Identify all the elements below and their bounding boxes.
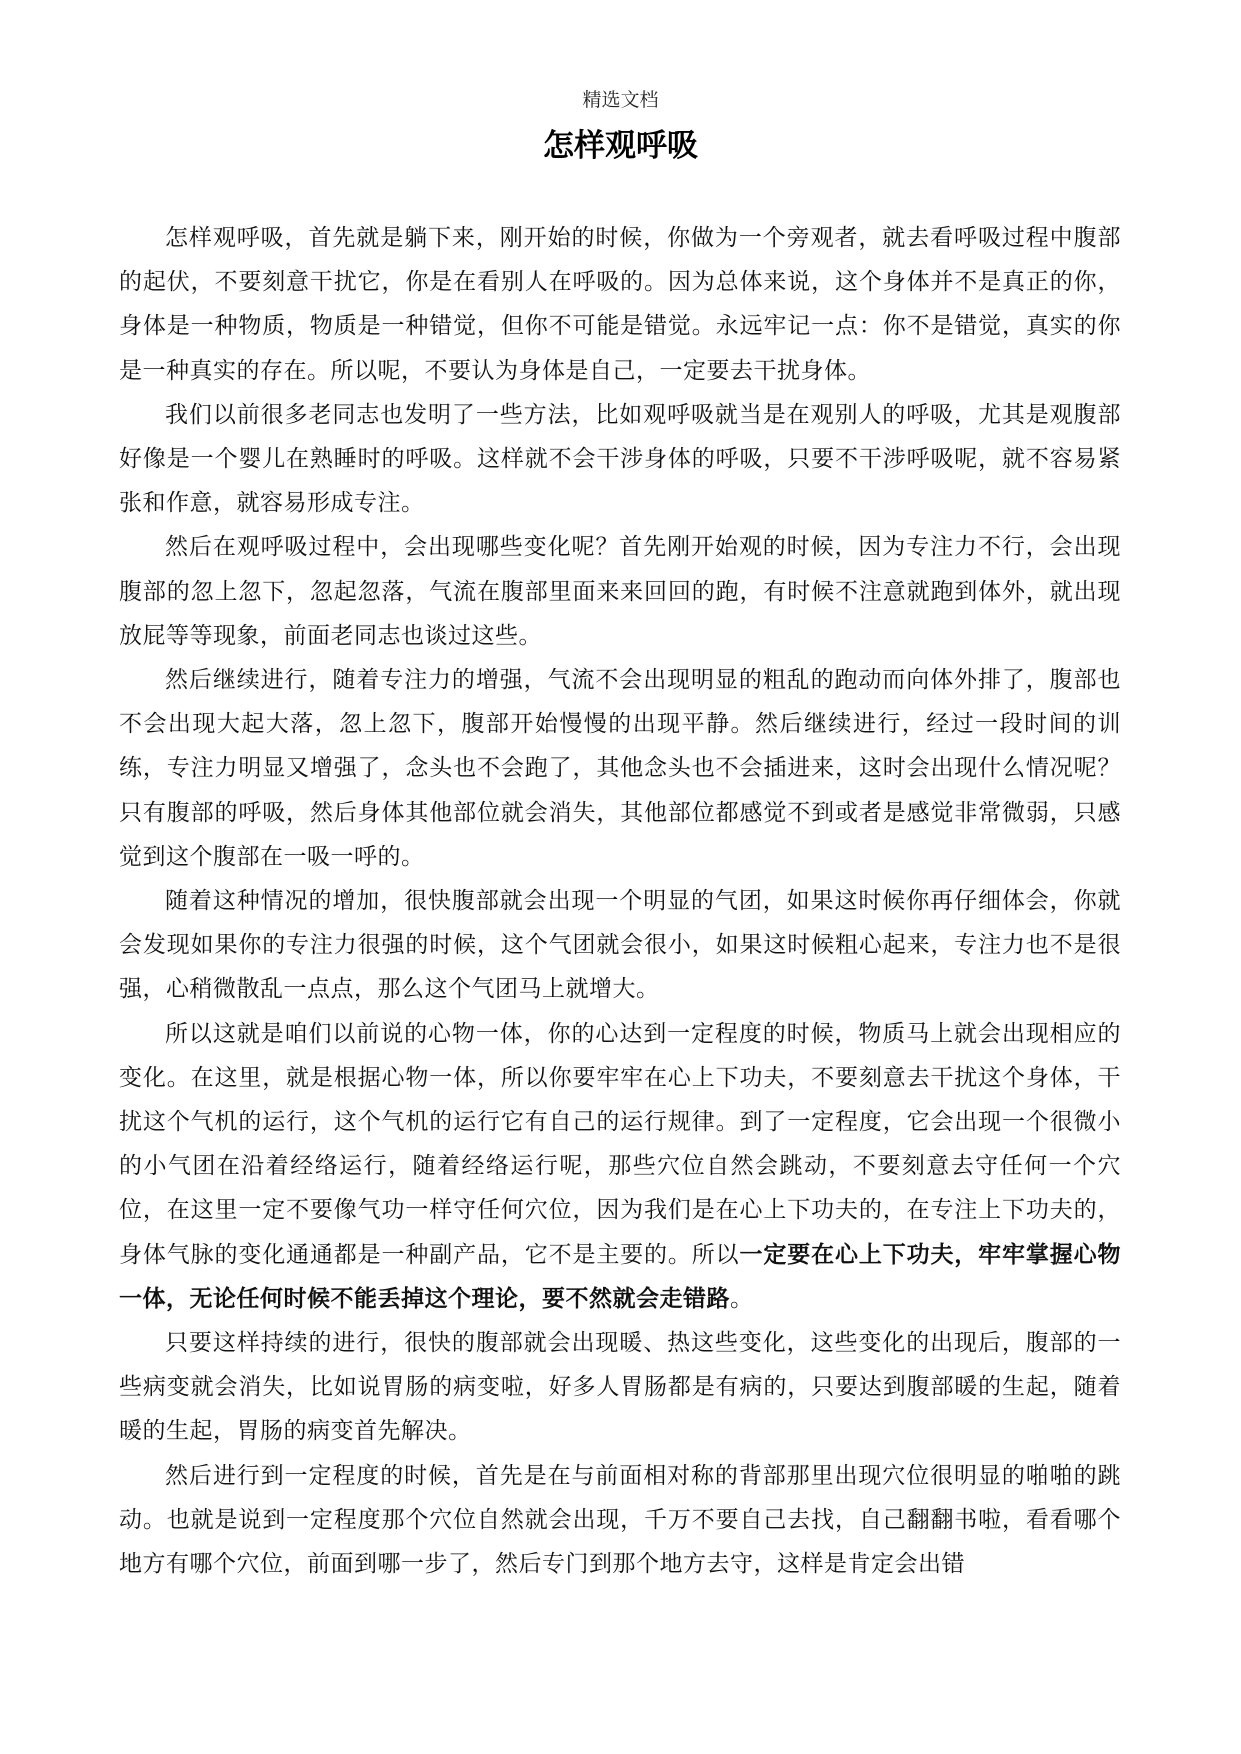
paragraph: 随着这种情况的增加，很快腹部就会出现一个明显的气团，如果这时候你再仔细体会，你就会发现如果你的专注力很强的时候，这个气团就会很小，如果这时候粗心起来，专注力也不是很强，心稍微散乱一点点，那么这个气团马上就增大。 (119, 888, 1121, 1003)
paragraph-end: 。 (730, 1285, 754, 1312)
paragraph: 然后进行到一定程度的时候，首先是在与前面相对称的背部那里出现穴位很明显的啪啪的跳动。也就是说到一定程度那个穴位自然就会出现，千万不要自己去找，自己翻翻书啦，看看哪个地方有哪个穴位，前面到哪一步了，然后专门到那个地方去守，这样是肯定会出错 (119, 1462, 1121, 1578)
paragraph: 怎样观呼吸，首先就是躺下来，刚开始的时候，你做为一个旁观者，就去看呼吸过程中腹部的起伏，不要刻意干扰它，你是在看别人在呼吸的。因为总体来说，这个身体并不是真正的你，身体是一种物质，物质是一种错觉，但你不可能是错觉。永远牢记一点：你不是错觉，真实的你是一种真实的存在。所以呢，不要认为身体是自己，一定要去干扰身体。 (119, 225, 1121, 384)
paragraph: 只要这样持续的进行，很快的腹部就会出现暖、热这些变化，这些变化的出现后，腹部的一些病变就会消失，比如说胃肠的病变啦，好多人胃肠都是有病的，只要达到腹部暖的生起，随着暖的生起，胃肠的病变首先解决。 (119, 1330, 1121, 1445)
page-title: 怎样观呼吸 (543, 128, 698, 164)
paragraph: 我们以前很多老同志也发明了一些方法，比如观呼吸就当是在观别人的呼吸，尤其是观腹部好像是一个婴儿在熟睡时的呼吸。这样就不会干涉身体的呼吸，只要不干涉呼吸呢，就不容易紧张和作意，就容易形成专注。 (119, 401, 1121, 517)
article-body (119, 216, 1121, 1586)
paragraph (119, 1012, 1121, 1321)
paragraph: 然后在观呼吸过程中，会出现哪些变化呢？首先刚开始观的时候，因为专注力不行，会出现腹部的忽上忽下，忽起忽落，气流在腹部里面来来回回的跑，有时候不注意就跑到体外，就出现放屁等等现象，前面老同志也谈过这些。 (119, 534, 1121, 649)
paragraph: 然后继续进行，随着专注力的增强，气流不会出现明显的粗乱的跑动而向体外排了，腹部也不会出现大起大落，忽上忽下，腹部开始慢慢的出现平静。然后继续进行，经过一段时间的训练，专注力明显又增强了，念头也不会跑了，其他念头也不会插进来，这时会出现什么情况呢？只有腹部的呼吸，然后身体其他部位就会消失，其他部位都感觉不到或者是感觉非常微弱，只感觉到这个腹部在一吸一呼的。 (119, 667, 1121, 870)
emphasized-text: 一定要在心上下功夫，牢牢掌握心物一体，无论任何时候不能丢掉这个理论，要不然就会走错路 (119, 1240, 1122, 1312)
header-label: 精选文档 (582, 89, 659, 111)
paragraph-text: 所以这就是咱们以前说的心物一体，你的心达到一定程度的时候，物质马上就会出现相应的变化。在这里，就是根据心物一体，所以你要牢牢在心上下功夫，不要刻意去干扰这个身体，干扰这个气机的运行，这个气机的运行它有自己的运行规律。到了一定程度，它会出现一个很微小的小气团在沿着经络运行，随着经络运行呢，那些穴位自然会跳动，不要刻意去守任何一个穴位，在这里一定不要像气功一样守任何穴位，因为我们是在心上下功夫的，在专注上下功夫的，身体气脉的变化通通都是一种副产品，它不是主要的。所以 (119, 1020, 1121, 1268)
